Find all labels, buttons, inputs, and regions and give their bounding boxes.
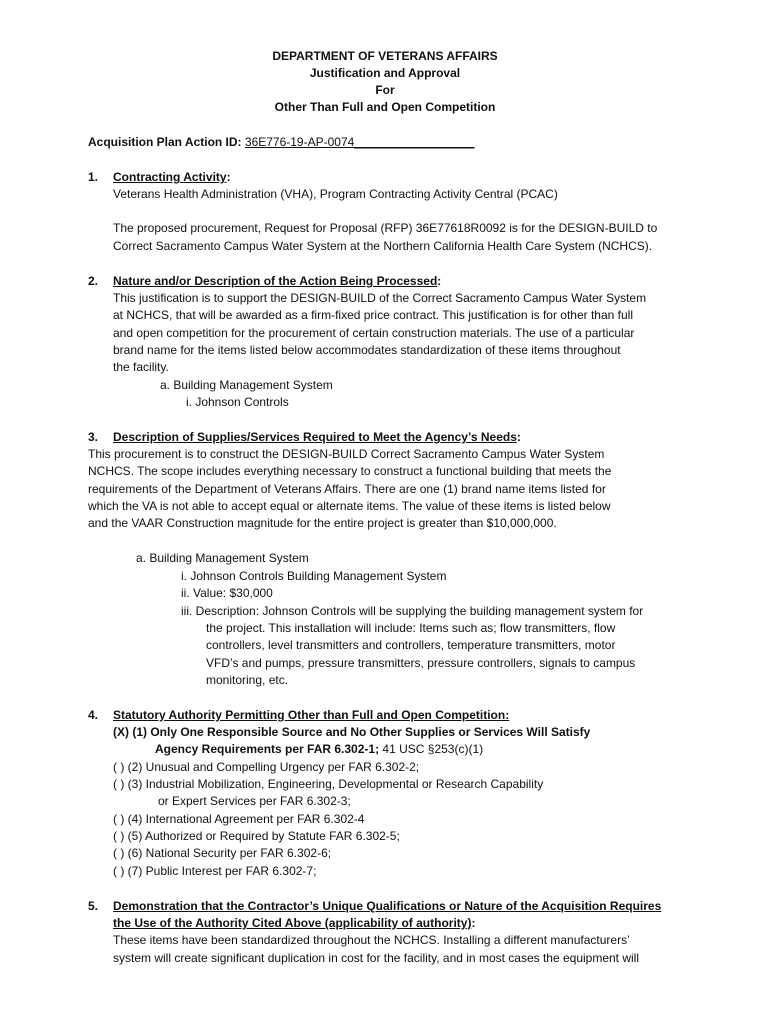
section-1-title: Contracting Activity [113,170,227,184]
section-2-line-1: This justification is to support the DESIGN-BUILD of the Correct Sacramento Campus Water System [113,291,647,305]
section-3-heading [113,429,521,446]
section-2-number: 2. [88,274,99,288]
authority-option-1-far: Agency Requirements per FAR 6.302-1; [155,742,380,756]
section-4-title: Statutory Authority Permitting Other than Full and Open Competition: [113,708,510,722]
doc-header-for: For [375,83,395,97]
section-1-line-1: Veterans Health Administration (VHA), Program Contracting Activity Central (PCAC) [113,187,558,201]
authority-option-6: ( ) (6) National Security per FAR 6.302-6; [113,846,332,860]
section-2-item-a: a. Building Management System [160,378,333,392]
section-5-number: 5. [88,899,99,913]
section-4-number: 4. [88,708,99,722]
section-2-line-2: at NCHCS, that will be awarded as a firm-fixed price contract. This justification is for other than full [113,308,633,322]
section-2-line-5: the facility. [113,360,169,374]
authority-option-3-line-1: ( ) (3) Industrial Mobilization, Engineering, Developmental or Research Capability [113,777,544,791]
authority-option-7: ( ) (7) Public Interest per FAR 6.302-7; [113,864,317,878]
section-3-line-2: NCHCS. The scope includes everything necessary to construct a functional building that meets the [88,464,612,478]
section-1-line-3: Correct Sacramento Campus Water System at the Northern California Health Care System (NCHCS). [113,239,653,253]
section-3-item-iii-line-2: the project. This installation will include: Items such as; flow transmitters, flow [206,621,616,635]
doc-header-justification: Justification and Approval [309,66,461,80]
authority-option-1-line-2 [155,741,483,758]
acquisition-plan-label: Acquisition Plan Action ID: [88,135,245,149]
section-3-line-4: which the VA is not able to accept equal or alternate items. The value of these items is listed below [88,499,611,513]
section-5-heading-line-2 [113,915,475,932]
section-5-line-2: system will create significant duplication in cost for the facility, and in most cases the equipment will [113,951,640,965]
section-5-title-line-2: the Use of the Authority Cited Above (applicability of authority) [113,916,472,930]
section-2-title: Nature and/or Description of the Action Being Processed [113,274,438,288]
section-2-heading [113,273,441,290]
acquisition-plan-line [88,134,474,151]
section-3-item-ii: ii. Value: $30,000 [181,586,273,600]
section-2-line-3: and open competition for the procurement of certain construction materials. The use of a particular [113,326,635,340]
authority-option-1-usc: 41 USC §253(c)(1) [379,742,484,756]
section-1-heading [113,169,231,186]
authority-option-3-line-2: or Expert Services per FAR 6.302-3; [158,794,351,808]
acquisition-plan-id: 36E776-19-AP-0074__________________ [244,135,475,149]
section-3-item-i: i. Johnson Controls Building Management System [181,569,447,583]
section-3-title: Description of Supplies/Services Required to Meet the Agency’s Needs [113,430,517,444]
section-3-line-3: requirements of the Department of Veterans Affairs. There are one (1) brand name items listed for [88,482,606,496]
section-1-colon: : [226,170,231,184]
section-3-line-5: and the VAAR Construction magnitude for the entire project is greater than $10,000,000. [88,516,557,530]
authority-option-1-line-1: (X) (1) Only One Responsible Source and No Other Supplies or Services Will Satisfy [113,725,591,739]
section-2-line-4: brand name for the items listed below accommodates standardization of these items throughout [113,343,621,357]
doc-header-competition: Other Than Full and Open Competition [274,100,496,114]
authority-option-5: ( ) (5) Authorized or Required by Statute FAR 6.302-5; [113,829,400,843]
section-3-item-iii-line-5: monitoring, etc. [206,673,289,687]
section-2-item-i: i. Johnson Controls [186,395,289,409]
section-3-colon: : [516,430,521,444]
section-5-line-1: These items have been standardized throughout the NCHCS. Installing a different manufacturers’ [113,933,630,947]
doc-header-department: DEPARTMENT OF VETERANS AFFAIRS [272,49,498,63]
section-5-title-line-1: Demonstration that the Contractor’s Unique Qualifications or Nature of the Acquisition Requires [113,899,662,913]
authority-option-2: ( ) (2) Unusual and Compelling Urgency per FAR 6.302-2; [113,760,420,774]
section-3-item-iii-line-1: iii. Description: Johnson Controls will be supplying the building management system for [181,604,644,618]
section-2-colon: : [437,274,442,288]
section-3-line-1: This procurement is to construct the DESIGN-BUILD Correct Sacramento Campus Water System [88,447,605,461]
section-5-colon: : [471,916,476,930]
section-3-item-iii-line-3: controllers, level transmitters and controllers, temperature transmitters, motor [206,638,616,652]
section-1-number: 1. [88,170,99,184]
section-3-item-a: a. Building Management System [136,551,309,565]
section-3-item-iii-line-4: VFD’s and pumps, pressure transmitters, pressure controllers, signals to campus [206,656,636,670]
section-1-line-2: The proposed procurement, Request for Proposal (RFP) 36E77618R0092 is for the DESIGN-BUILD to [113,221,658,235]
authority-option-4: ( ) (4) International Agreement per FAR 6.302-4 [113,812,365,826]
section-3-number: 3. [88,430,99,444]
